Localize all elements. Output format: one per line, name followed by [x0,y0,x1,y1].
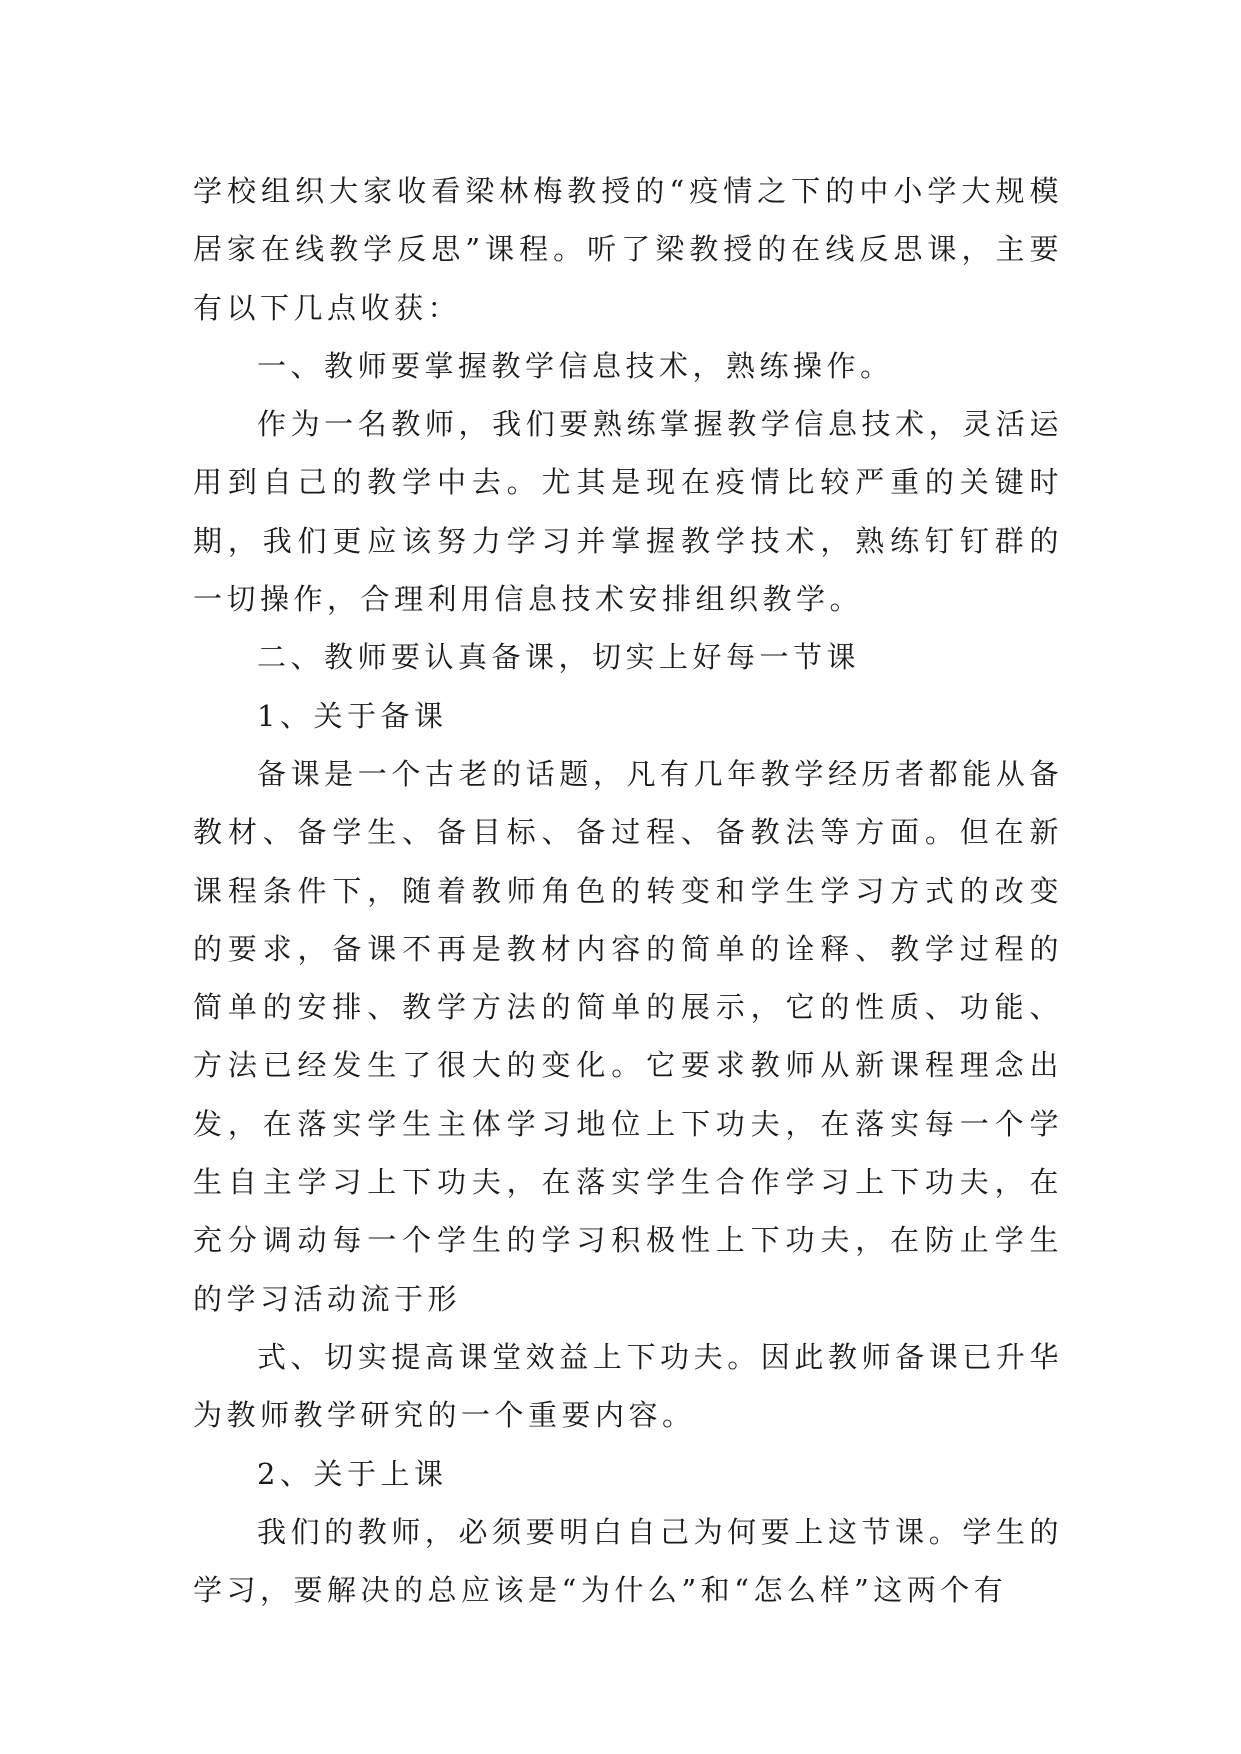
paragraph-teaching: 我们的教师，必须要明白自己为何要上这节课。学生的学习，要解决的总应该是“为什么”和“怎么样”这两个有 [193,1514,1063,1608]
subheading-lesson-prep: 1、关于备课 [257,698,448,733]
paragraph-lesson-prep: 备课是一个古老的话题，凡有几年教学经历者都能从备教材、备学生、备目标、备过程、备教法等方面。但在新课程条件下，随着教师角色的转变和学生学习方式的改变的要求，备课不再是教材内容的简单的诠释、教学过程的简单的安排、教学方法的简单的展示，它的性质、功能、方法已经发生了很大的变化。它要求教师从新课程理念出发，在落实学生主体学习地位上下功夫，在落实每一个学生自主学习上下功夫，在落实学生合作学习上下功夫，在充分调动每一个学生的学习积极性上下功夫，在防止学生的学习活动流于形 [193,756,1063,1316]
paragraph-lesson-prep-continued: 式、切实提高课堂效益上下功夫。因此教师备课已升华为教师教学研究的一个重要内容。 [193,1339,1063,1433]
body-text [193,162,1063,1619]
heading-section-1: 一、教师要掌握教学信息技术，熟练操作。 [257,348,894,383]
paragraph-section-1: 作为一名教师，我们要熟练掌握教学信息技术，灵活运用到自己的教学中去。尤其是现在疫情比较严重的关键时期，我们更应该努力学习并掌握教学技术，熟练钉钉群的一切操作，合理利用信息技术安排组织教学。 [193,407,1063,617]
subheading-teaching: 2、关于上课 [257,1456,448,1491]
heading-section-2: 二、教师要认真备课，切实上好每一节课 [257,640,861,675]
paragraph-intro: 学校组织大家收看梁林梅教授的“疫情之下的中小学大规模居家在线教学反思”课程。听了梁教授的在线反思课，主要有以下几点收获： [193,174,1063,325]
